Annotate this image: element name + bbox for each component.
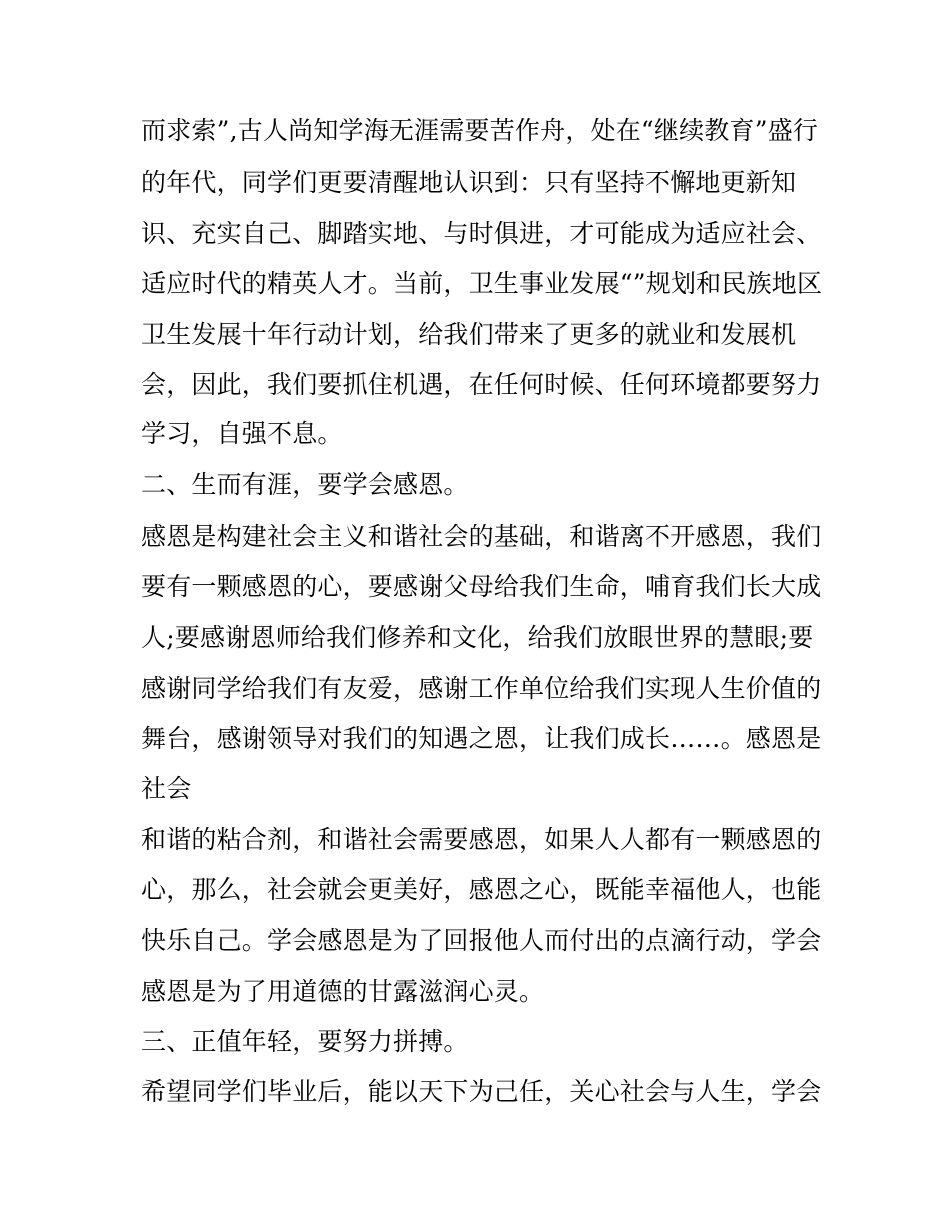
text-line-13: 舞台，感谢领导对我们的知遇之恩，让我们成长……。感恩是 — [141, 724, 822, 753]
text-line-1: 而求索”,古人尚知学海无涯需要苦作舟，处在“继续教育”盛行 — [141, 116, 819, 145]
text-line-12: 感谢同学给我们有友爱，感谢工作单位给我们实现人生价值的 — [141, 674, 822, 703]
text-line-9: 感恩是构建社会主义和谐社会的基础，和谐离不开感恩，我们 — [141, 522, 822, 551]
text-line-17: 快乐自己。学会感恩是为了回报他人而付出的点滴行动，学会 — [141, 926, 822, 955]
text-line-6: 会，因此，我们要抓住机遇，在任何时候、任何环境都要努力 — [141, 370, 822, 399]
text-line-14: 社会 — [141, 774, 192, 803]
text-line-5: 卫生发展十年行动计划，给我们带来了更多的就业和发展机 — [141, 320, 797, 349]
section-heading-2: 二、生而有涯，要学会感恩。 — [141, 470, 469, 499]
text-line-20: 希望同学们毕业后，能以天下为己任，关心社会与人生，学会 — [141, 1077, 822, 1106]
text-line-15: 和谐的粘合剂，和谐社会需要感恩，如果人人都有一颗感恩的 — [141, 825, 822, 854]
section-heading-3: 三、正值年轻，要努力拼搏。 — [141, 1027, 469, 1056]
text-line-3: 识、充实自己、脚踏实地、与时俱进，才可能成为适应社会、 — [141, 219, 822, 248]
text-line-16: 心，那么，社会就会更美好，感恩之心，既能幸福他人，也能 — [141, 875, 822, 904]
text-line-11: 人;要感谢恩师给我们修养和文化，给我们放眼世界的慧眼;要 — [141, 623, 814, 652]
text-line-18: 感恩是为了用道德的甘露滋润心灵。 — [141, 977, 545, 1006]
text-line-10: 要有一颗感恩的心，要感谢父母给我们生命，哺育我们长大成 — [141, 572, 822, 601]
text-line-4: 适应时代的精英人才。当前，卫生事业发展“”规划和民族地区 — [141, 269, 823, 298]
text-line-2: 的年代，同学们更要清醒地认识到：只有坚持不懈地更新知 — [141, 168, 797, 197]
text-line-7: 学习，自强不息。 — [141, 419, 343, 448]
